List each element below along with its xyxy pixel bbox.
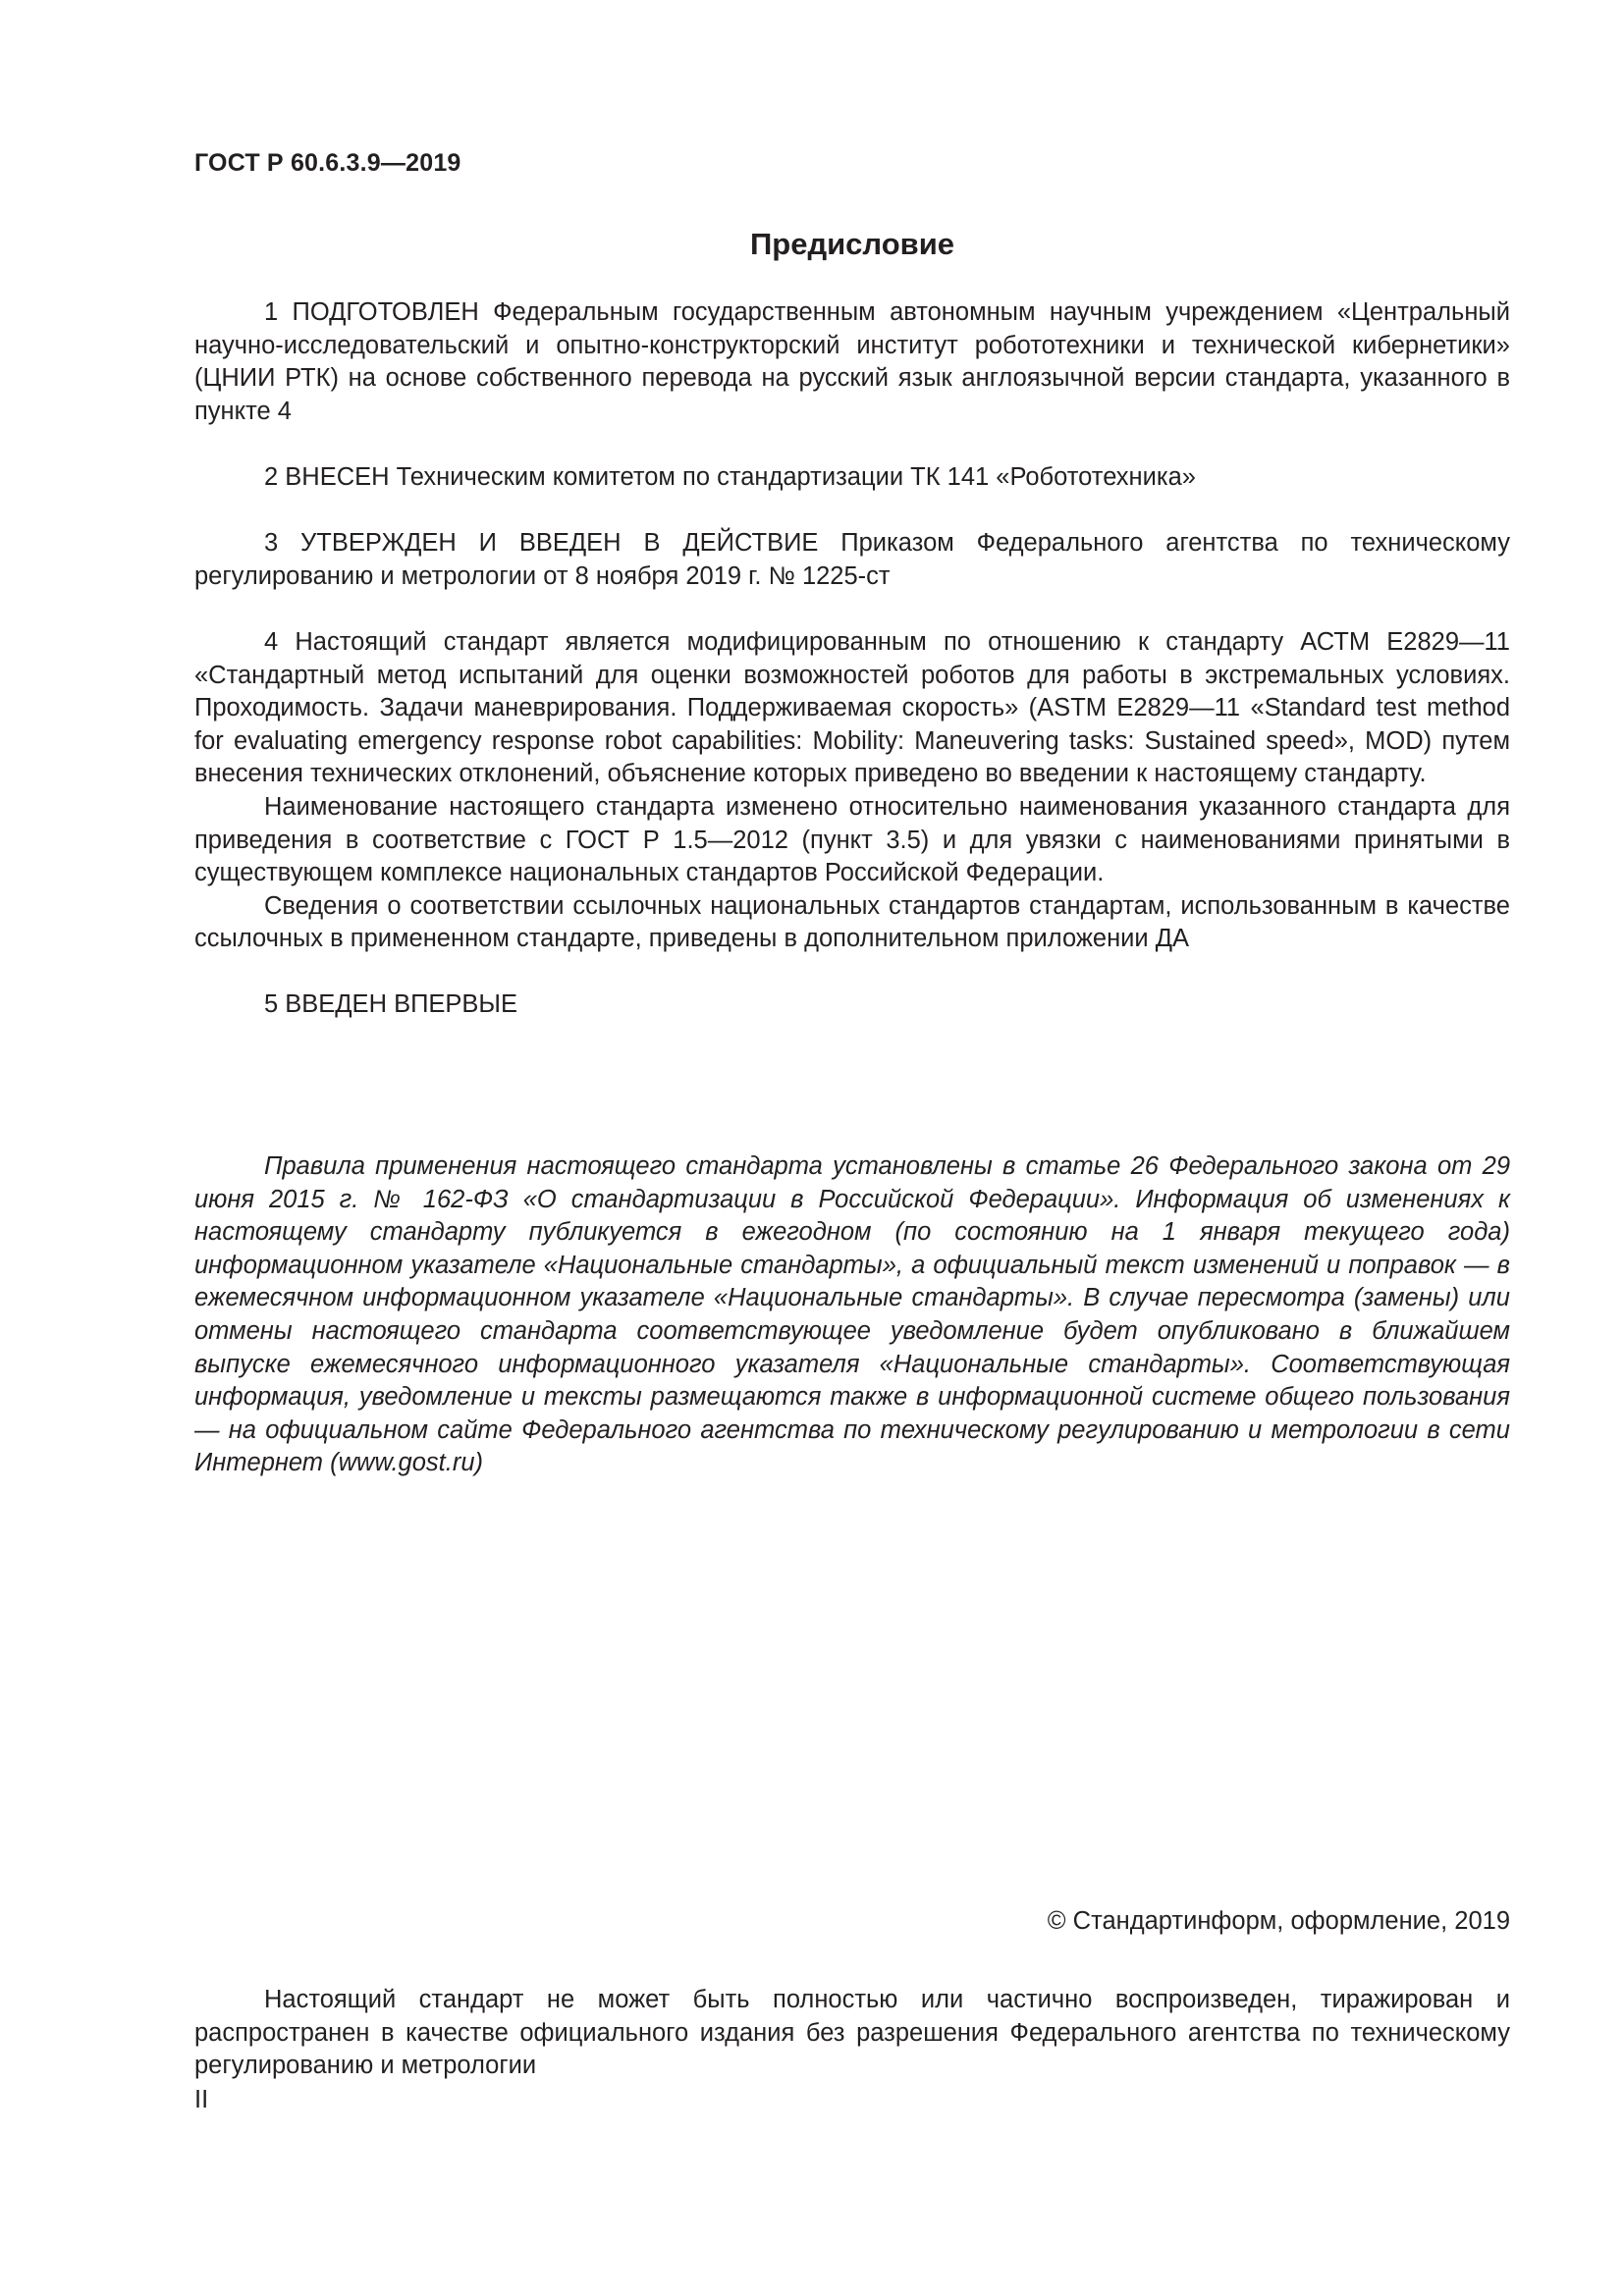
- document-page: [194, 0, 1510, 2296]
- reproduction-disclaimer: Настоящий стандарт не может быть полностью или частично воспроизведен, тиражирован и распространен в качестве официального издания без разрешения Федерального агентства по техническому регулированию и метрологии: [194, 1986, 1510, 2080]
- page-number: II: [194, 2086, 209, 2113]
- preface-item-3: 3 УТВЕРЖДЕН И ВВЕДЕН В ДЕЙСТВИЕ Приказом Федерального агентства по техническому регулированию и метрологии от 8 ноября 2019 г. № 1225-ст: [194, 529, 1510, 590]
- preface-item-5: 5 ВВЕДЕН ВПЕРВЫЕ: [264, 990, 518, 1019]
- preface-body: [194, 296, 1510, 1022]
- application-rules-notice: Правила применения настоящего стандарта установлены в статье 26 Федерального закона от 29 июня 2015 г. № 162-ФЗ «О стандартизации в Российской Федерации». Информация об изменениях к настоящему стандарту публикуется в ежегодном (по состоянию на 1 января текущего года) информационном указателе «Национальные стандарты», а официальный текст изменений и поправок — в ежемесячном информационном указателе «Национальные стандарты». В случае пересмотра (замены) или отмены настоящего стандарта соответствующее уведомление будет опубликовано в ближайшем выпуске ежемесячного информационного указателя «Национальные стандарты». Соответствующая информация, уведомление и тексты размещаются также в информационной системе общего пользования — на официальном сайте Федерального агентства по техническому регулированию и метрологии в сети Интернет (www.gost.ru): [194, 1152, 1510, 1477]
- preface-item-2: 2 ВНЕСЕН Техническим комитетом по стандартизации ТК 141 «Робототехника»: [264, 462, 1196, 491]
- document-code: ГОСТ Р 60.6.3.9—2019: [194, 149, 461, 177]
- preface-item-1: 1 ПОДГОТОВЛЕН Федеральным государственным автономным научным учреждением «Центральный научно-исследовательский и опытно-конструкторский институт робототехники и технической кибернетики» (ЦНИИ РТК) на основе собственного перевода на русский язык англоязычной версии стандарта, указанного в пункте 4: [194, 298, 1510, 425]
- preface-item-4: 4 Настоящий стандарт является модифицированным по отношению к стандарту АСТМ Е2829—11 «Стандартный метод испытаний для оценки возможностей роботов для работы в экстремальных условиях. Проходимость. Задачи маневрирования. Поддерживаемая скорость» (ASTM E2829—11 «Standard test method for evaluating emergency response robot capabilities: Mobility: Maneuvering tasks: Sustained speed», MOD) путем внесения технических отклонений, объяснение которых приведено во введении к настоящему стандарту.: [194, 627, 1510, 788]
- preface-item-4-name-change: Наименование настоящего стандарта изменено относительно наименования указанного стандарта для приведения в соответствие с ГОСТ Р 1.5—2012 (пункт 3.5) и для увязки с наименованиями принятыми в существующем комплексе национальных стандартов Российской Федерации.: [194, 792, 1510, 887]
- copyright-line: © Стандартинформ, оформление, 2019: [1047, 1907, 1510, 1935]
- section-title: Предисловие: [749, 227, 954, 261]
- preface-item-4-references: Сведения о соответствии ссылочных национальных стандартов стандартам, использованным в качестве ссылочных в примененном стандарте, приведены в дополнительном приложении ДА: [194, 891, 1510, 953]
